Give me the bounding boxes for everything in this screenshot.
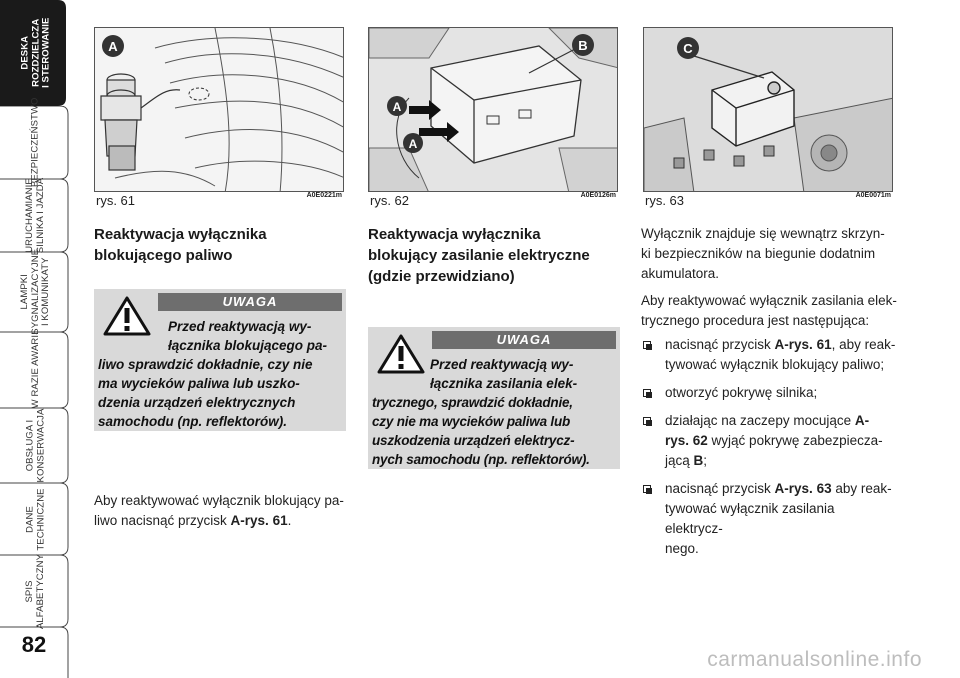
procedure-list: [641, 335, 896, 567]
figure-reference: A-rys. 61: [774, 337, 832, 352]
tab-spis-alfabetyczny[interactable]: [0, 555, 72, 627]
marker-label: B: [578, 38, 588, 53]
tab-label: URUCHAMIANIE SILNIKA I JAZDA: [24, 177, 47, 254]
figure-illustration: [643, 27, 893, 192]
tab-obsluga[interactable]: [0, 408, 72, 483]
tab-dane-techniczne[interactable]: [0, 483, 72, 555]
figure-63: [643, 27, 893, 217]
marker-label: A: [108, 39, 118, 54]
tab-deska-rozdzielcza[interactable]: [0, 0, 72, 106]
figure-code: A0E0221m: [306, 192, 342, 199]
intro-paragraph: Wyłącznik znajduje się wewnątrz skrzyn- ki bezpieczników na biegunie dodatnim akumulatora.: [641, 226, 885, 281]
warning-triangle-icon: [102, 295, 152, 337]
warning-text-head: Przed reaktywacją wy- łącznika blokującego pa-: [168, 319, 328, 353]
section-heading: Reaktywacja wyłącznika blokujący zasilanie elektryczne (gdzie przewidziano): [368, 226, 590, 285]
step-text: nacisnąć przycisk: [665, 481, 775, 496]
figure-code: A0E0126m: [580, 192, 616, 199]
figure-caption: rys. 61: [96, 193, 136, 208]
tab-label: DANE TECHNICZNE: [24, 487, 46, 551]
figure-reference: A-rys. 63: [774, 481, 832, 496]
figure-caption: rys. 62: [370, 193, 410, 208]
figure-62: [368, 27, 618, 217]
body-text-end: .: [287, 513, 292, 528]
checkbox-bullet-icon: [643, 485, 651, 493]
step-text: nacisnąć przycisk: [665, 337, 775, 352]
section-heading: Reaktywacja wyłącznika blokującego paliwo: [94, 226, 267, 264]
warning-text-head: Przed reaktywacją wy- łącznika zasilania elek-: [430, 357, 578, 391]
figure-reference: B: [693, 453, 704, 468]
warning-text-tail: trycznego, sprawdzić dokładnie, czy nie ma wycieków paliwa lub uszkodzenia urządzeń elektrycz- nych samochodu (np. reflektorów).: [372, 395, 590, 467]
figure-illustration: [368, 27, 618, 192]
figure-code: A0E0071m: [855, 192, 891, 199]
step-text: otworzyć pokrywę silnika;: [665, 385, 818, 400]
tab-lampki[interactable]: [0, 249, 72, 335]
watermark: carmanualsonline.info: [707, 648, 922, 671]
page-number: 82: [21, 632, 47, 657]
marker-label: A: [408, 137, 418, 151]
tab-label: OBSŁUGA I KONSERWACJA: [24, 408, 47, 483]
body-text: Aby reaktywować wyłącznik blokujący pa- liwo nacisnąć przycisk: [94, 493, 344, 528]
tab-bezpieczenstwo[interactable]: [0, 97, 72, 188]
tab-label: LAMPKI SYGNALIZACYJNE I KOMUNIKATY: [19, 249, 52, 335]
figure-reference: A-rys. 61: [230, 513, 288, 528]
checkbox-bullet-icon: [643, 417, 651, 425]
figure-reference: A- rys. 62: [665, 413, 870, 448]
step-text: działając na zaczepy mocujące: [665, 413, 855, 428]
body-paragraph: [94, 491, 354, 531]
marker-label: C: [683, 41, 693, 56]
list-item: [641, 479, 896, 559]
step-text: ;: [703, 453, 708, 468]
warning-title: UWAGA: [432, 331, 616, 349]
warning-text-tail: liwo sprawdzić dokładnie, czy nie ma wycieków paliwa lub uszko- dzenia urządzeń elektrycznych samochodu (np. reflektorów).: [98, 357, 313, 429]
step-text: wyjąć pokrywę zabezpiecza- jącą: [665, 433, 883, 468]
tab-label: SPIS ALFABETYCZNY: [24, 553, 47, 629]
figure-61: [94, 27, 344, 217]
figure-illustration: [94, 27, 344, 192]
list-item: [641, 411, 896, 471]
marker-label: A: [392, 100, 402, 114]
checkbox-bullet-icon: [643, 389, 651, 397]
figure-caption: rys. 63: [645, 193, 685, 208]
step-text: , aby reak- tywować wyłącznik blokujący paliwo;: [665, 337, 896, 372]
step-text: aby reak- tywować wyłącznik zasilania elektrycz- nego.: [665, 481, 892, 556]
tab-label: W RAZIE AWARII: [29, 331, 41, 409]
warning-box: [94, 289, 346, 431]
section-tabs: [0, 0, 73, 678]
tab-w-razie-awarii[interactable]: [0, 332, 72, 408]
warning-triangle-icon: [376, 333, 426, 375]
intro-paragraph-2: Aby reaktywować wyłącznik zasilania elek- trycznego procedura jest następująca:: [641, 293, 897, 328]
tab-label: DESKA ROZDZIELCZA I STEROWANIE: [19, 17, 52, 89]
warning-box: [368, 327, 620, 469]
list-item: [641, 335, 896, 375]
warning-title: UWAGA: [158, 293, 342, 311]
tab-label: BEZPIECZEŃSTWO: [29, 97, 41, 188]
tab-uruchamianie[interactable]: [0, 179, 72, 252]
checkbox-bullet-icon: [643, 341, 651, 349]
list-item: [641, 383, 896, 403]
